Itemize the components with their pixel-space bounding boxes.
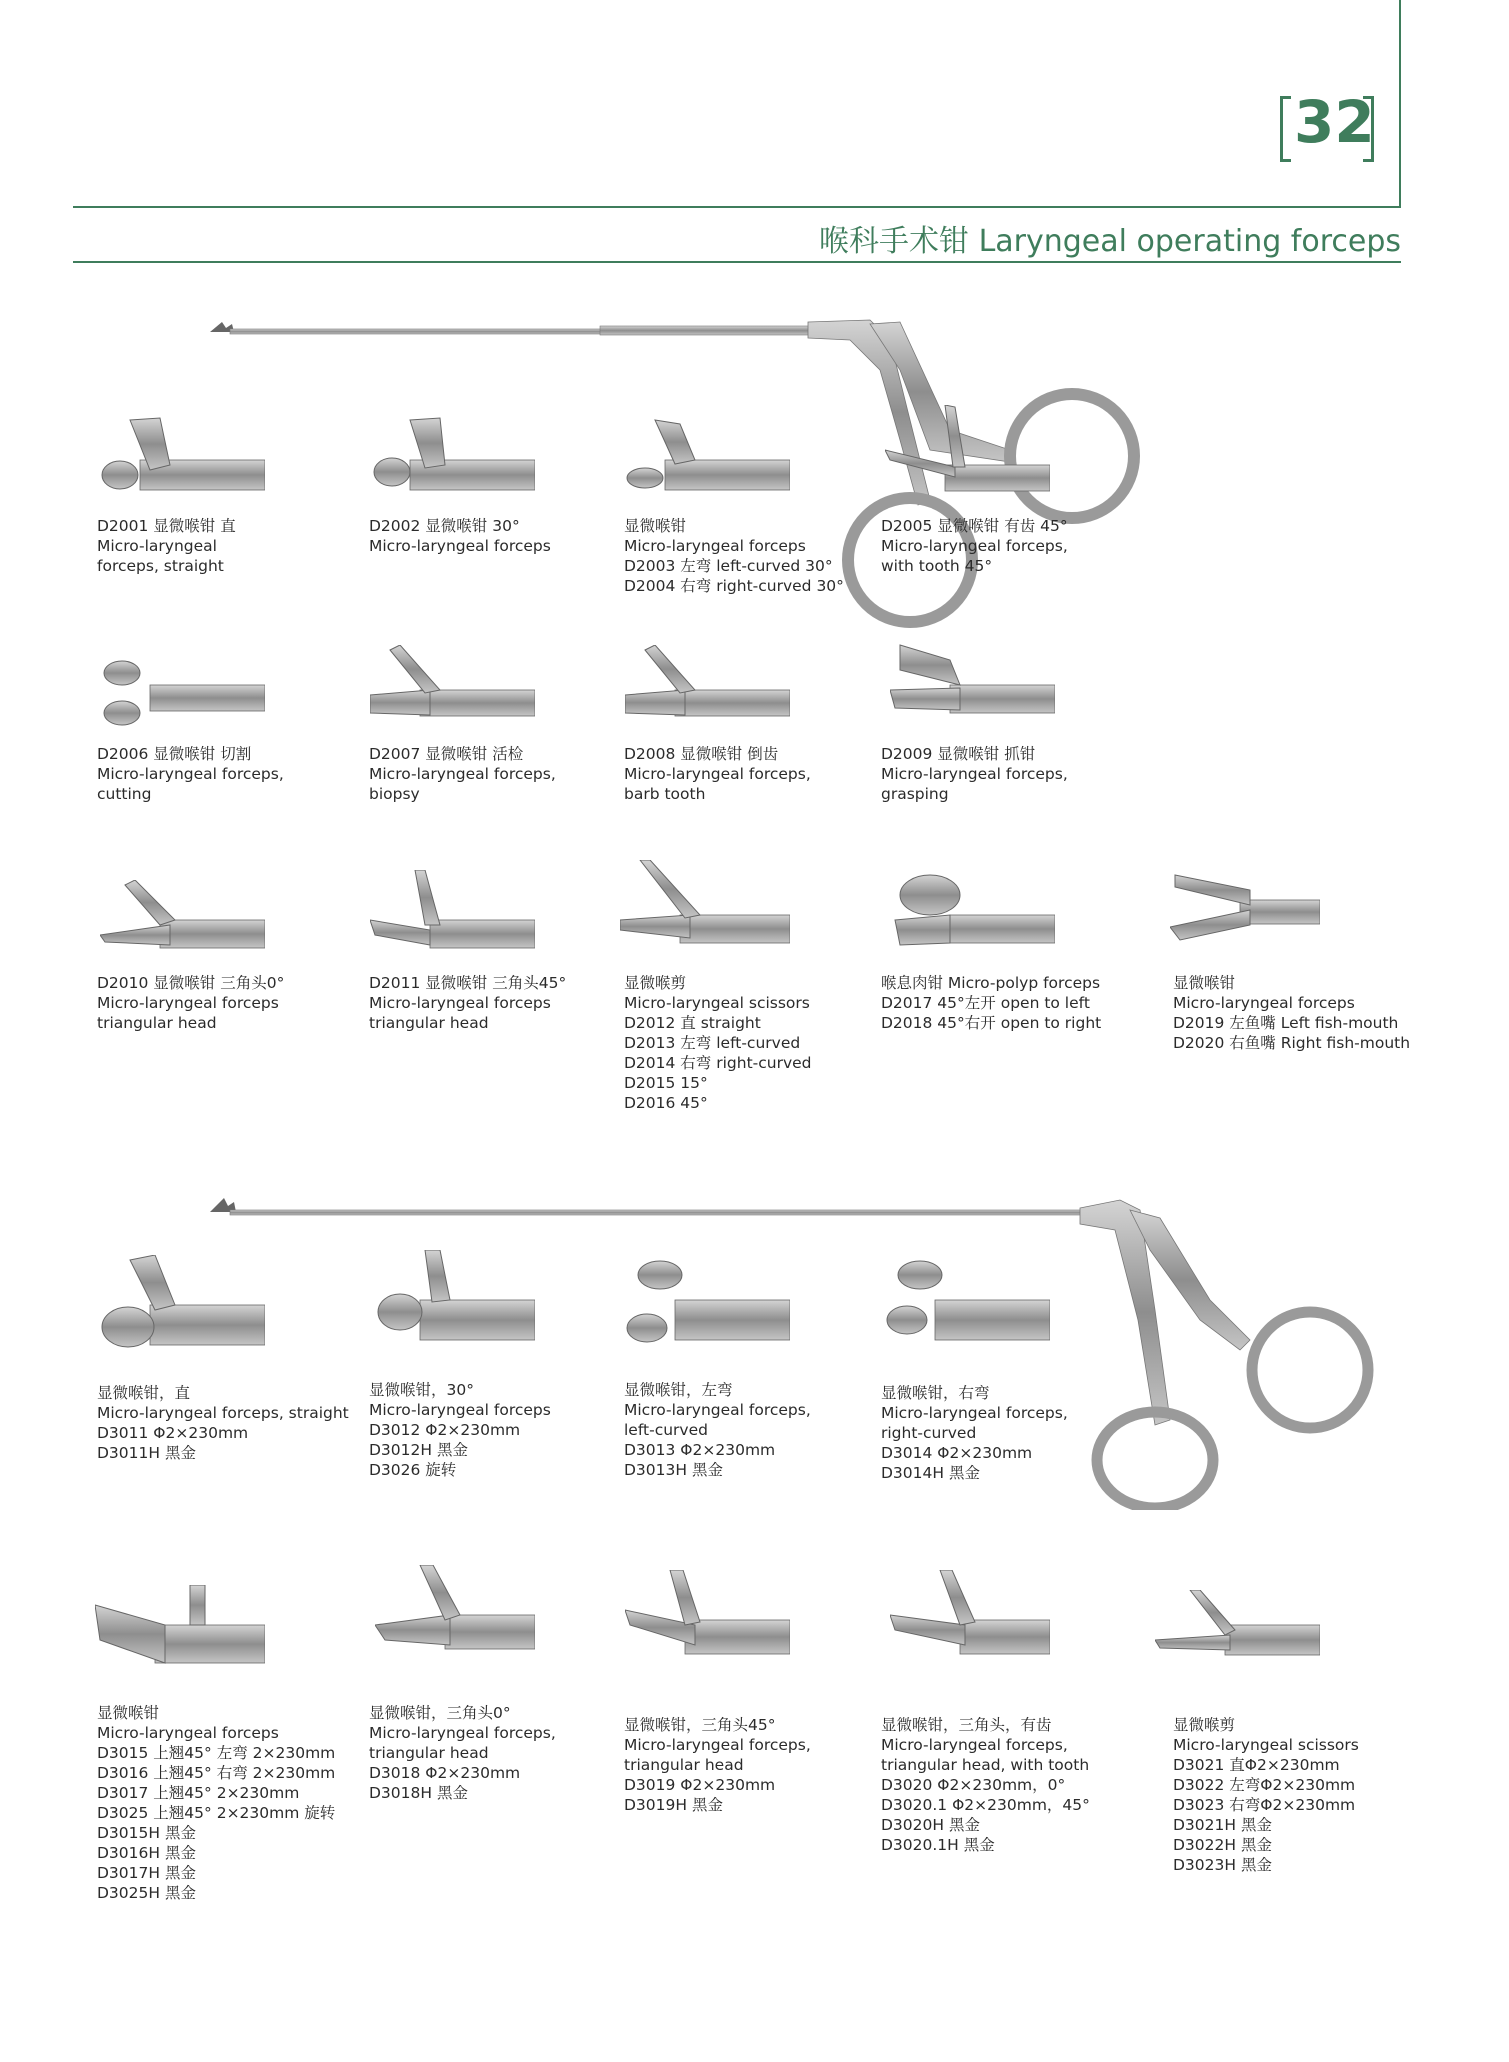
instrument-photo-d2006 [100,655,265,730]
caption-d3011 [97,1383,349,1463]
caption-line: D2002 显微喉钳 30° [369,517,520,535]
bracket-left [1280,96,1291,162]
caption-d3021 [1173,1715,1359,1875]
caption-line: Micro-laryngeal forceps, [881,765,1068,783]
caption-line: D2005 显微喉钳 有齿 45° [881,517,1068,535]
caption-line: Micro-laryngeal forceps, [624,765,811,783]
caption-d2017 [881,973,1101,1033]
caption-line: D3019H 黑金 [624,1796,723,1814]
caption-line: D2019 左鱼嘴 Left fish-mouth [1173,1014,1399,1032]
caption-line: D2003 左弯 left-curved 30° [624,557,833,575]
caption-line: D3017 上翘45° 2×230mm [97,1784,300,1802]
caption-line: D3017H 黑金 [97,1864,196,1882]
caption-d2001 [97,516,236,576]
caption-line: D3012 Φ2×230mm [369,1421,521,1439]
instrument-photo-d3014 [885,1260,1050,1350]
caption-d2011 [369,973,566,1033]
caption-d3019 [624,1715,811,1815]
caption-line: D2018 45°右开 open to right [881,1014,1102,1032]
caption-line: D2016 45° [624,1094,708,1112]
caption-line: D3012H 黑金 [369,1441,468,1459]
caption-line: D2007 显微喉钳 活检 [369,745,524,763]
instrument-photo-d3015 [95,1585,265,1670]
caption-d3014 [881,1383,1068,1483]
caption-line: 显微喉钳 [624,517,687,535]
instrument-photo-d2005 [885,405,1050,495]
caption-line: triangular head [97,1014,217,1032]
caption-line: D3018 Φ2×230mm [369,1764,521,1782]
caption-d2003 [624,516,844,596]
caption-line: Micro-laryngeal forceps, [624,1401,811,1419]
caption-line: D3015 上翘45° 左弯 2×230mm [97,1744,336,1762]
instrument-photo-d3019 [625,1570,790,1665]
caption-line: triangular head [369,1744,489,1762]
caption-line: D2020 右鱼嘴 Right fish-mouth [1173,1034,1411,1052]
caption-line: Micro-laryngeal [97,537,217,555]
instrument-photo-d2010 [100,880,265,960]
caption-line: grasping [881,785,949,803]
caption-d2005 [881,516,1068,576]
caption-line: 喉息肉钳 Micro-polyp forceps [881,974,1101,992]
caption-line: cutting [97,785,152,803]
caption-line: D2001 显微喉钳 直 [97,517,236,535]
instrument-photo-d3013 [625,1260,790,1350]
instrument-photo-d2008 [625,645,790,730]
caption-line: Micro-laryngeal forceps [369,1401,551,1419]
caption-line: D3020 Φ2×230mm，0° [881,1776,1066,1794]
caption-line: D3020.1H 黑金 [881,1836,995,1854]
caption-line: 显微喉钳，三角头45° [624,1716,776,1734]
caption-line: D3026 旋转 [369,1461,457,1479]
caption-line: D3013H 黑金 [624,1461,723,1479]
instrument-photo-d2019 [1170,865,1320,945]
caption-d2010 [97,973,284,1033]
caption-line: D3011 Φ2×230mm [97,1424,249,1442]
page-number-box [1280,88,1375,162]
caption-line: D3025H 黑金 [97,1884,196,1902]
caption-line: D3019 Φ2×230mm [624,1776,776,1794]
caption-line: Micro-laryngeal forceps, [97,765,284,783]
caption-line: D3016 上翘45° 右弯 2×230mm [97,1764,336,1782]
caption-line: 显微喉钳 [1173,974,1236,992]
bracket-right [1363,96,1374,162]
caption-d3012 [369,1380,551,1480]
caption-d2008 [624,744,811,804]
caption-line: D2010 显微喉钳 三角头0° [97,974,285,992]
caption-line: D2017 45°左开 open to left [881,994,1090,1012]
caption-line: triangular head, with tooth [881,1756,1090,1774]
caption-line: D3020H 黑金 [881,1816,980,1834]
caption-line: D2008 显微喉钳 倒齿 [624,745,779,763]
instrument-photo-d2009 [890,640,1055,730]
caption-d2019 [1173,973,1410,1053]
caption-line: D3014 Φ2×230mm [881,1444,1033,1462]
caption-line: D3013 Φ2×230mm [624,1441,776,1459]
caption-line: triangular head [624,1756,744,1774]
caption-line: D3011H 黑金 [97,1444,196,1462]
page-number: 32 [1294,88,1375,156]
caption-line: Micro-laryngeal scissors [1173,1736,1359,1754]
caption-line: D2014 右弯 right-curved [624,1054,812,1072]
instrument-photo-d2001 [100,410,265,495]
caption-line: D3016H 黑金 [97,1844,196,1862]
caption-line: 显微喉钳，左弯 [624,1381,733,1399]
caption-line: D3018H 黑金 [369,1784,468,1802]
caption-d2009 [881,744,1068,804]
caption-d3020 [881,1715,1090,1855]
instrument-photo-d3020 [890,1570,1050,1670]
caption-line: 显微喉钳 [97,1704,160,1722]
caption-line: D3023 右弯Φ2×230mm [1173,1796,1356,1814]
caption-line: Micro-laryngeal forceps, [881,1404,1068,1422]
caption-line: triangular head [369,1014,489,1032]
caption-line: 显微喉剪 [1173,1716,1236,1734]
caption-line: Micro-laryngeal forceps, [369,765,556,783]
instrument-photo-d2003 [625,410,790,495]
instrument-photo-d2012 [620,860,790,960]
caption-line: D2012 直 straight [624,1014,761,1032]
caption-line: barb tooth [624,785,706,803]
caption-line: D2011 显微喉钳 三角头45° [369,974,567,992]
caption-line: Micro-laryngeal forceps [97,994,279,1012]
caption-line: 显微喉钳，三角头0° [369,1704,511,1722]
instrument-photo-d2011 [370,870,535,960]
caption-line: D3014H 黑金 [881,1464,980,1482]
caption-line: D3022 左弯Φ2×230mm [1173,1776,1356,1794]
caption-d2002 [369,516,551,556]
caption-line: D3023H 黑金 [1173,1856,1272,1874]
caption-line: D3020.1 Φ2×230mm，45° [881,1796,1090,1814]
caption-line: D3025 上翘45° 2×230mm 旋转 [97,1804,336,1822]
caption-line: D2013 左弯 left-curved [624,1034,801,1052]
caption-line: Micro-laryngeal forceps, [369,1724,556,1742]
caption-line: with tooth 45° [881,557,993,575]
caption-line: D3015H 黑金 [97,1824,196,1842]
caption-line: Micro-laryngeal forceps, straight [97,1404,349,1422]
caption-line: Micro-laryngeal forceps, [881,1736,1068,1754]
caption-line: Micro-laryngeal scissors [624,994,810,1012]
caption-line: D2015 15° [624,1074,708,1092]
caption-line: D3021 直Φ2×230mm [1173,1756,1340,1774]
caption-line: D3022H 黑金 [1173,1836,1272,1854]
instrument-photo-d3018 [375,1565,535,1665]
caption-line: D2006 显微喉钳 切割 [97,745,252,763]
header-vertical-rule [1399,0,1401,208]
caption-line: forceps, straight [97,557,224,575]
instrument-photo-d2002 [370,410,535,495]
caption-line: left-curved [624,1421,708,1439]
header-rule-bottom [73,261,1401,263]
page-title: 喉科手术钳 Laryngeal operating forceps [819,224,1401,259]
caption-line: Micro-laryngeal forceps [97,1724,279,1742]
instrument-photo-d2007 [370,645,535,730]
caption-line: right-curved [881,1424,977,1442]
caption-line: D2004 右弯 right-curved 30° [624,577,844,595]
caption-line: D2009 显微喉钳 抓钳 [881,745,1036,763]
caption-line: 显微喉钳，30° [369,1381,474,1399]
caption-line: 显微喉钳，右弯 [881,1384,990,1402]
caption-d2007 [369,744,556,804]
caption-line: biopsy [369,785,420,803]
instrument-photo-d3021 [1155,1590,1320,1670]
instrument-photo-d3012 [370,1250,535,1350]
header-rule-top [73,206,1401,208]
caption-line: Micro-laryngeal forceps [624,537,806,555]
instrument-photo-d2017 [890,865,1055,960]
caption-line: Micro-laryngeal forceps, [881,537,1068,555]
caption-line: 显微喉钳，直 [97,1384,191,1402]
caption-d3015 [97,1703,335,1903]
caption-line: 显微喉剪 [624,974,687,992]
caption-d2006 [97,744,284,804]
instrument-photo-d3011 [100,1255,265,1355]
caption-line: Micro-laryngeal forceps [369,994,551,1012]
caption-line: D3021H 黑金 [1173,1816,1272,1834]
caption-line: Micro-laryngeal forceps [1173,994,1355,1012]
caption-d3013 [624,1380,811,1480]
caption-line: 显微喉钳，三角头，有齿 [881,1716,1052,1734]
caption-line: Micro-laryngeal forceps [369,537,551,555]
caption-d3018 [369,1703,556,1803]
caption-d2012 [624,973,812,1113]
caption-line: Micro-laryngeal forceps, [624,1736,811,1754]
